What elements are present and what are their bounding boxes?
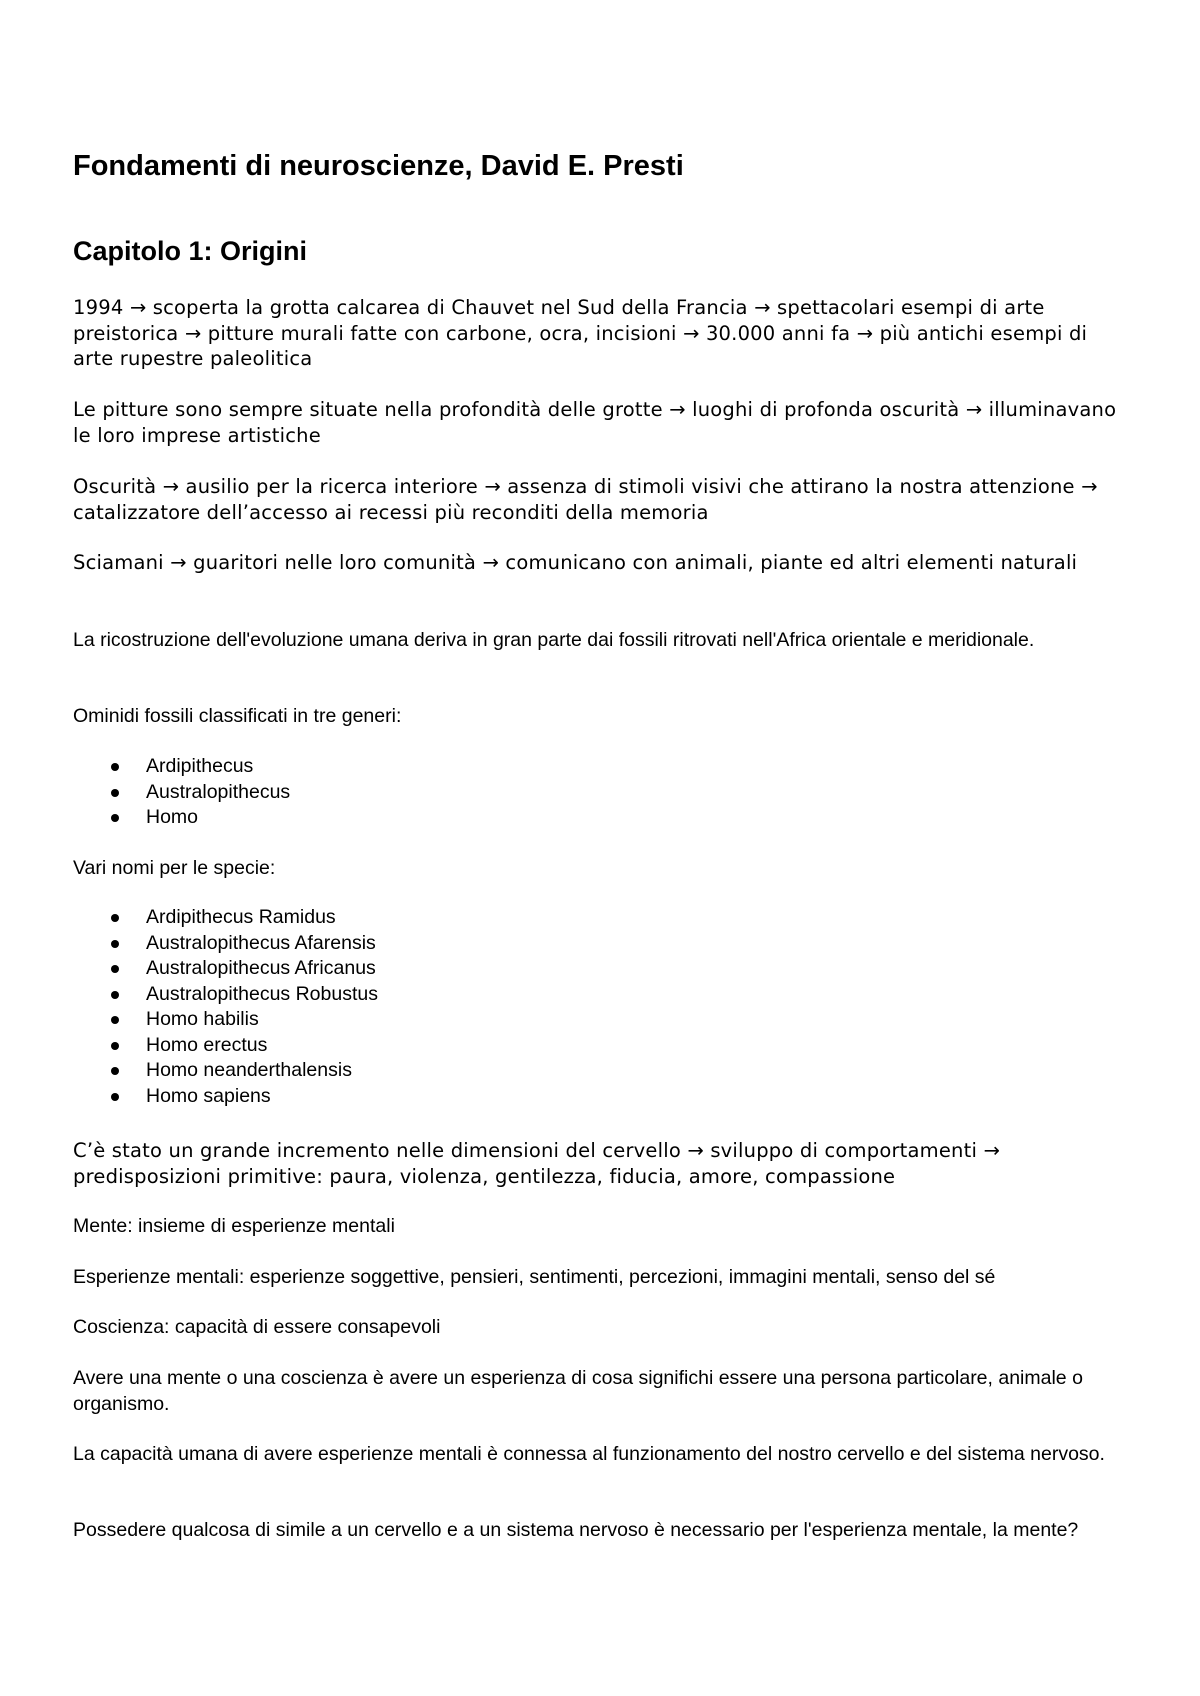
list-item-label: Australopithecus <box>146 780 291 803</box>
paragraph-possedere: Possedere qualcosa di simile a un cervello e a un sistema nervoso è necessario per l'esperienza mentale, la mente? <box>73 1519 1079 1541</box>
bullet-icon <box>111 1093 119 1101</box>
chapter-title: Capitolo 1: Origini <box>73 236 307 266</box>
list-item <box>73 1033 378 1059</box>
paragraph-species-intro: Vari nomi per le specie: <box>73 857 276 879</box>
bullet-icon <box>111 940 119 948</box>
list-item-label: Homo sapiens <box>146 1084 271 1107</box>
list-item-label: Homo <box>146 806 199 828</box>
list-item <box>73 805 290 831</box>
list-item <box>73 956 378 982</box>
bullet-icon <box>111 1042 119 1050</box>
list-item <box>73 1007 378 1033</box>
paragraph-sciamani: Sciamani → guaritori nelle loro comunità → comunicano con animali, piante ed altri elementi naturali <box>73 551 1078 574</box>
paragraph-ominidi: Ominidi fossili classificati in tre generi: <box>73 705 402 727</box>
paragraph-cervello: C’è stato un grande incremento nelle dimensioni del cervello → sviluppo di comportamenti → predisposizioni primitive: paura, violenza, gentilezza, fiducia, amore, compassione <box>73 1139 1001 1188</box>
list-item <box>73 982 378 1008</box>
paragraph-avere-mente: Avere una mente o una coscienza è avere un esperienza di cosa significhi essere una persona particolare, animale o organismo. <box>73 1367 1083 1415</box>
list-item <box>73 1058 378 1084</box>
paragraph-esperienze: Esperienze mentali: esperienze soggettive, pensieri, sentimenti, percezioni, immagini mentali, senso del sé <box>73 1266 996 1288</box>
bullet-icon <box>111 1067 119 1075</box>
list-item <box>73 905 378 931</box>
list-item-label: Homo erectus <box>146 1033 268 1056</box>
paragraph-pitture: Le pitture sono sempre situate nella profondità delle grotte → luoghi di profonda oscurità → illuminavano le loro imprese artistiche <box>73 398 1117 447</box>
list-item-label: Ardipithecus Ramidus <box>146 906 336 928</box>
paragraph-evoluzione: La ricostruzione dell'evoluzione umana deriva in gran parte dai fossili ritrovati nell'Africa orientale e meridionale. <box>73 629 1035 651</box>
paragraph-mente: Mente: insieme di esperienze mentali <box>73 1215 395 1237</box>
bullet-icon <box>111 1016 119 1024</box>
document-title: Fondamenti di neuroscienze, David E. Presti <box>73 150 684 182</box>
list-item-label: Australopithecus Africanus <box>146 957 376 979</box>
paragraph-coscienza: Coscienza: capacità di essere consapevoli <box>73 1316 441 1338</box>
list-item-label: Homo neanderthalensis <box>146 1059 352 1081</box>
list-item <box>73 754 290 780</box>
bullet-icon <box>111 965 119 973</box>
list-item <box>73 780 290 806</box>
list-item-label: Australopithecus Robustus <box>146 982 378 1005</box>
bullet-icon <box>111 789 119 797</box>
list-item <box>73 931 378 957</box>
list-item-label: Homo habilis <box>146 1008 259 1030</box>
bullet-icon <box>111 814 119 822</box>
bullet-icon <box>111 914 119 922</box>
genera-list <box>73 754 290 831</box>
paragraph-oscurita: Oscurità → ausilio per la ricerca interiore → assenza di stimoli visivi che attirano la nostra attenzione → catalizzatore dell’accesso ai recessi più reconditi della memoria <box>73 475 1098 524</box>
species-list <box>73 905 378 1109</box>
paragraph-capacita: La capacità umana di avere esperienze mentali è connessa al funzionamento del nostro cervello e del sistema nervoso. <box>73 1443 1105 1465</box>
bullet-icon <box>111 991 119 999</box>
list-item-label: Australopithecus Afarensis <box>146 931 376 954</box>
paragraph-chauvet: 1994 → scoperta la grotta calcarea di Chauvet nel Sud della Francia → spettacolari esempi di arte preistorica → pitture murali fatte con carbone, ocra, incisioni → 30.000 anni fa → più antichi esempi di arte rupestre paleolitica <box>73 296 1088 370</box>
list-item <box>73 1084 378 1110</box>
list-item-label: Ardipithecus <box>146 755 254 777</box>
bullet-icon <box>111 763 119 771</box>
